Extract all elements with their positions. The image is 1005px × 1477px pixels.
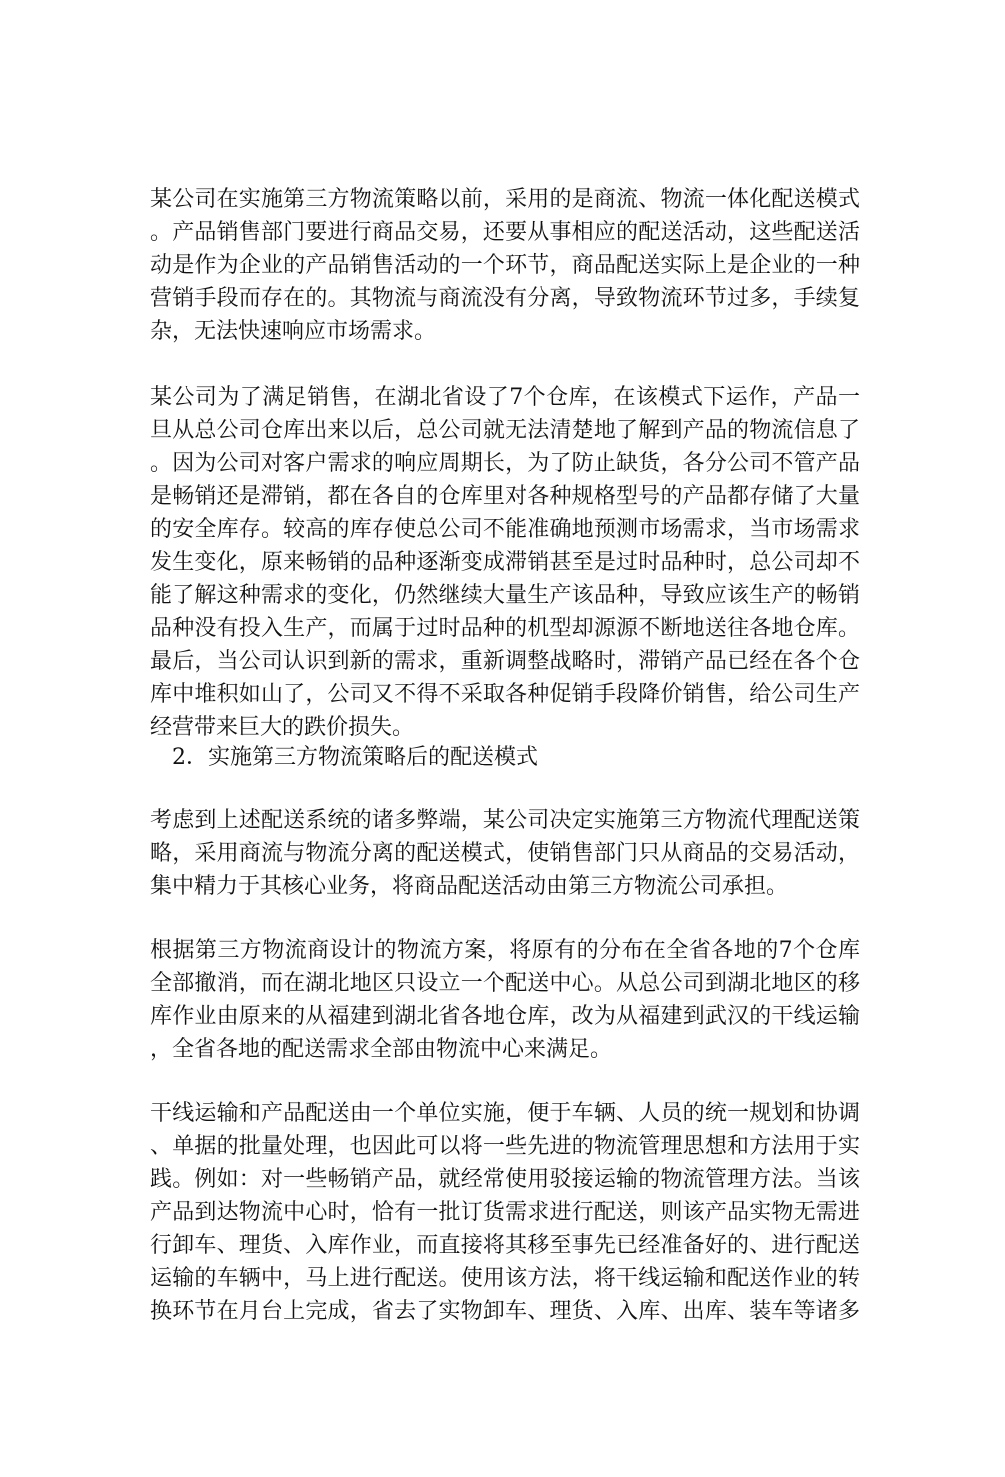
text-line: 全部撤消，而在湖北地区只设立一个配送中心。从总公司到湖北地区的移 bbox=[150, 971, 860, 996]
text-line: 营销手段而存在的。其物流与商流没有分离，导致物流环节过多，手续复 bbox=[150, 286, 860, 311]
text-line: 。产品销售部门要进行商品交易，还要从事相应的配送活动，这些配送活 bbox=[150, 220, 860, 245]
text-line: 库中堆积如山了，公司又不得不采取各种促销手段降价销售，给公司生产 bbox=[150, 682, 860, 707]
text-line: 行卸车、理货、入库作业，而直接将其移至事先已经准备好的、进行配送 bbox=[150, 1233, 860, 1258]
text-line: 是畅销还是滞销，都在各自的仓库里对各种规格型号的产品都存储了大量 bbox=[150, 484, 860, 509]
text-line: 产品到达物流中心时，恰有一批订货需求进行配送，则该产品实物无需进 bbox=[150, 1200, 860, 1225]
text-line: ，全省各地的配送需求全部由物流中心来满足。 bbox=[150, 1037, 613, 1062]
text-line: 某公司在实施第三方物流策略以前，采用的是商流、物流一体化配送模式 bbox=[150, 187, 860, 212]
text-line: 考虑到上述配送系统的诸多弊端，某公司决定实施第三方物流代理配送策 bbox=[150, 808, 860, 833]
text-line: 略，采用商流与物流分离的配送模式，使销售部门只从商品的交易活动， bbox=[150, 841, 860, 866]
text-line: 经营带来巨大的跌价损失。 bbox=[150, 715, 415, 740]
section-heading: 2．实施第三方物流策略后的配送模式 bbox=[172, 745, 538, 770]
text-line: 品种没有投入生产，而属于过时品种的机型却源源不断地送往各地仓库。 bbox=[150, 616, 860, 641]
text-line: 杂，无法快速响应市场需求。 bbox=[150, 319, 437, 344]
text-line: 。因为公司对客户需求的响应周期长，为了防止缺货，各分公司不管产品 bbox=[150, 451, 860, 476]
text-line: 、单据的批量处理，也因此可以将一些先进的物流管理思想和方法用于实 bbox=[150, 1134, 860, 1159]
text-line: 最后，当公司认识到新的需求，重新调整战略时，滞销产品已经在各个仓 bbox=[150, 649, 860, 674]
text-line: 某公司为了满足销售，在湖北省设了7个仓库，在该模式下运作，产品一 bbox=[150, 385, 860, 410]
text-line: 换环节在月台上完成，省去了实物卸车、理货、入库、出库、装车等诸多 bbox=[150, 1299, 860, 1324]
text-line: 动是作为企业的产品销售活动的一个环节，商品配送实际上是企业的一种 bbox=[150, 253, 860, 278]
text-line: 旦从总公司仓库出来以后，总公司就无法清楚地了解到产品的物流信息了 bbox=[150, 418, 860, 443]
text-line: 库作业由原来的从福建到湖北省各地仓库，改为从福建到武汉的干线运输 bbox=[150, 1004, 860, 1029]
text-line: 能了解这种需求的变化，仍然继续大量生产该品种，导致应该生产的畅销 bbox=[150, 583, 860, 608]
text-line: 根据第三方物流商设计的物流方案，将原有的分布在全省各地的7个仓库 bbox=[150, 938, 860, 963]
text-line: 践。例如：对一些畅销产品，就经常使用驳接运输的物流管理方法。当该 bbox=[150, 1167, 860, 1192]
text-line: 运输的车辆中，马上进行配送。使用该方法，将干线运输和配送作业的转 bbox=[150, 1266, 860, 1291]
text-line: 的安全库存。较高的库存使总公司不能准确地预测市场需求，当市场需求 bbox=[150, 517, 860, 542]
text-line: 集中精力于其核心业务，将商品配送活动由第三方物流公司承担。 bbox=[150, 874, 789, 899]
text-line: 发生变化，原来畅销的品种逐渐变成滞销甚至是过时品种时，总公司却不 bbox=[150, 550, 860, 575]
text-line: 干线运输和产品配送由一个单位实施，便于车辆、人员的统一规划和协调 bbox=[150, 1101, 860, 1126]
